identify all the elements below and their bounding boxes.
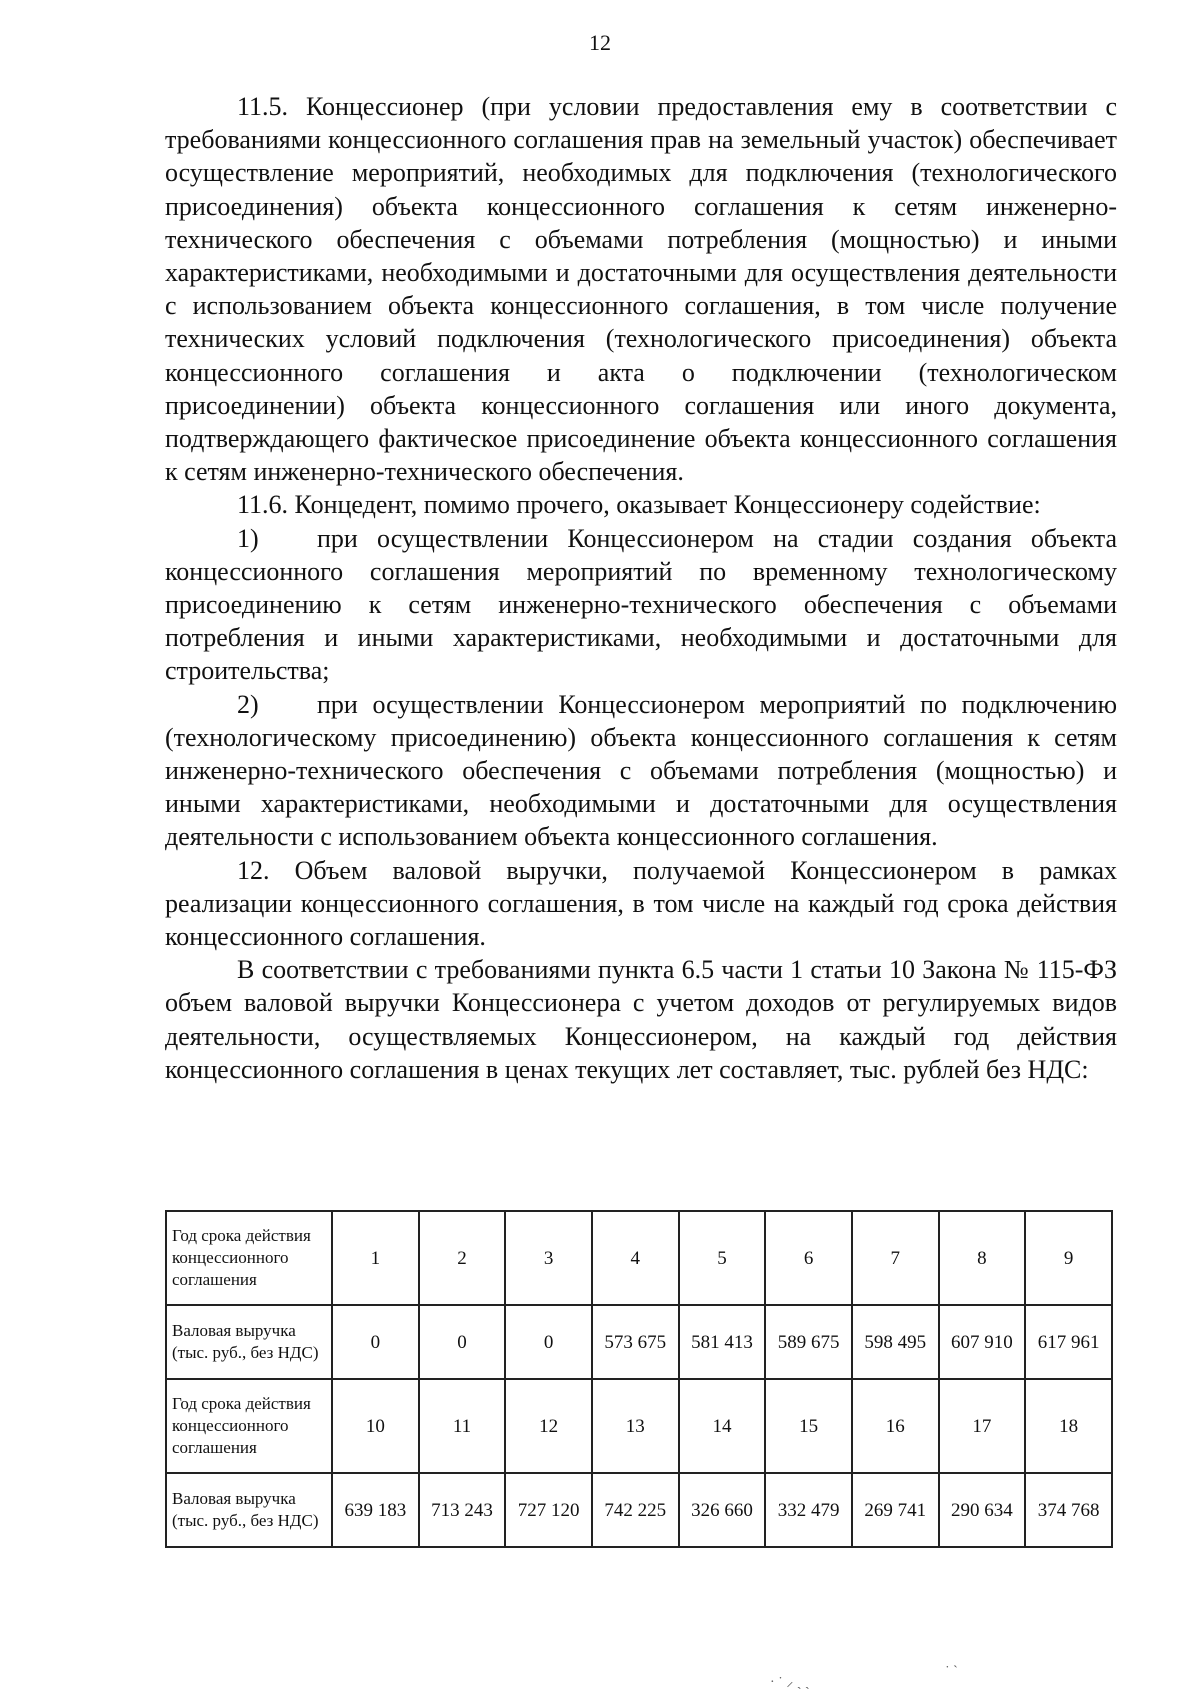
row-label-revenue: Валовая выручка (тыс. руб., без НДС) <box>166 1305 332 1379</box>
table-cell-year: 5 <box>679 1211 766 1305</box>
table-cell-revenue: 326 660 <box>679 1473 766 1547</box>
table-cell-revenue: 607 910 <box>939 1305 1026 1379</box>
table-cell-year: 14 <box>679 1379 766 1473</box>
table-cell-year: 8 <box>939 1211 1026 1305</box>
list-item-number: 2) <box>237 689 259 719</box>
table-cell-revenue: 742 225 <box>592 1473 679 1547</box>
table-cell-revenue: 598 495 <box>852 1305 939 1379</box>
revenue-table <box>165 1210 1113 1548</box>
scan-artifact: · ˙ ⸝ ˎ ˎ <box>770 1675 810 1690</box>
paragraph-11-6: 11.6. Концедент, помимо прочего, оказывает Концессионеру содействие: <box>237 490 1041 520</box>
table-row-years-1 <box>166 1211 1112 1305</box>
table-cell-year: 12 <box>505 1379 592 1473</box>
table-cell-year: 1 <box>332 1211 419 1305</box>
table-cell-revenue: 617 961 <box>1025 1305 1112 1379</box>
table-cell-revenue: 0 <box>332 1305 419 1379</box>
list-item-2 <box>165 688 1117 854</box>
row-label-year: Год срока действия концессионного соглашения <box>166 1211 332 1305</box>
table-cell-year: 11 <box>419 1379 506 1473</box>
table-cell-revenue: 589 675 <box>765 1305 852 1379</box>
table-row-revenue-1 <box>166 1305 1112 1379</box>
page-number: 12 <box>589 30 611 55</box>
table-cell-year: 13 <box>592 1379 679 1473</box>
document-body <box>165 90 1117 1086</box>
table-cell-year: 2 <box>419 1211 506 1305</box>
table-cell-revenue: 713 243 <box>419 1473 506 1547</box>
table-cell-revenue: 573 675 <box>592 1305 679 1379</box>
table-cell-revenue: 290 634 <box>939 1473 1026 1547</box>
list-item-text: при осуществлении Концессионером мероприятий по подключению (технологическому присоединению) объекта концессионного соглашения к сетям инженерно-технического обеспечения с объемами потребления (мощностью) и иными характеристиками, необходимыми и достаточными для осуществления деятельности с использованием объекта концессионного соглашения. <box>165 689 1117 852</box>
paragraph-12-body: В соответствии с требованиями пункта 6.5 части 1 статьи 10 Закона № 115-ФЗ объем валовой выручки Концессионера с учетом доходов от регулируемых видов деятельности, осуществляемых Концессионером, на каждый год действия концессионного соглашения в ценах текущих лет составляет, тыс. рублей без НДС: <box>165 955 1117 1084</box>
table-cell-year: 17 <box>939 1379 1026 1473</box>
table-cell-year: 4 <box>592 1211 679 1305</box>
table-cell-revenue: 332 479 <box>765 1473 852 1547</box>
table-cell-year: 6 <box>765 1211 852 1305</box>
row-label-revenue: Валовая выручка (тыс. руб., без НДС) <box>166 1473 332 1547</box>
table-cell-revenue: 374 768 <box>1025 1473 1112 1547</box>
scan-artifact: ˙ ˋ <box>945 1664 958 1679</box>
table-cell-year: 10 <box>332 1379 419 1473</box>
paragraph-11-5: 11.5. Концессионер (при условии предоставления ему в соответствии с требованиями концессионного соглашения прав на земельный участок) обеспечивает осуществление мероприятий, необходимых для подключения (технологического присоединения) объекта концессионного соглашения к сетям инженерно-технического обеспечения с объемами потребления (мощностью) и иными характеристиками, необходимыми и достаточными для осуществления деятельности с использованием объекта концессионного соглашения, в том числе получение технических условий подключения (технологического присоединения) объекта концессионного соглашения и акта о подключении (технологическом присоединении) объекта концессионного соглашения или иного документа, подтверждающего фактическое присоединение объекта концессионного соглашения к сетям инженерно-технического обеспечения. <box>165 92 1117 487</box>
table-cell-revenue: 0 <box>505 1305 592 1379</box>
table-cell-revenue: 727 120 <box>505 1473 592 1547</box>
table-cell-year: 16 <box>852 1379 939 1473</box>
table-cell-revenue: 269 741 <box>852 1473 939 1547</box>
table-cell-revenue: 0 <box>419 1305 506 1379</box>
table-row-revenue-2 <box>166 1473 1112 1547</box>
table-cell-year: 7 <box>852 1211 939 1305</box>
list-item-number: 1) <box>237 523 259 553</box>
table-cell-year: 9 <box>1025 1211 1112 1305</box>
list-item-1 <box>165 522 1117 688</box>
table-cell-revenue: 639 183 <box>332 1473 419 1547</box>
table-cell-year: 3 <box>505 1211 592 1305</box>
list-item-text: при осуществлении Концессионером на стадии создания объекта концессионного соглашения мероприятий по временному технологическому присоединению к сетям инженерно-технического обеспечения с объемами потребления и иными характеристиками, необходимыми и достаточными для строительства; <box>165 523 1117 686</box>
row-label-year: Год срока действия концессионного соглашения <box>166 1379 332 1473</box>
table-cell-revenue: 581 413 <box>679 1305 766 1379</box>
table-cell-year: 18 <box>1025 1379 1112 1473</box>
table-cell-year: 15 <box>765 1379 852 1473</box>
table-row-years-2 <box>166 1379 1112 1473</box>
paragraph-12: 12. Объем валовой выручки, получаемой Концессионером в рамках реализации концессионного соглашения, в том числе на каждый год срока действия концессионного соглашения. <box>165 855 1117 952</box>
